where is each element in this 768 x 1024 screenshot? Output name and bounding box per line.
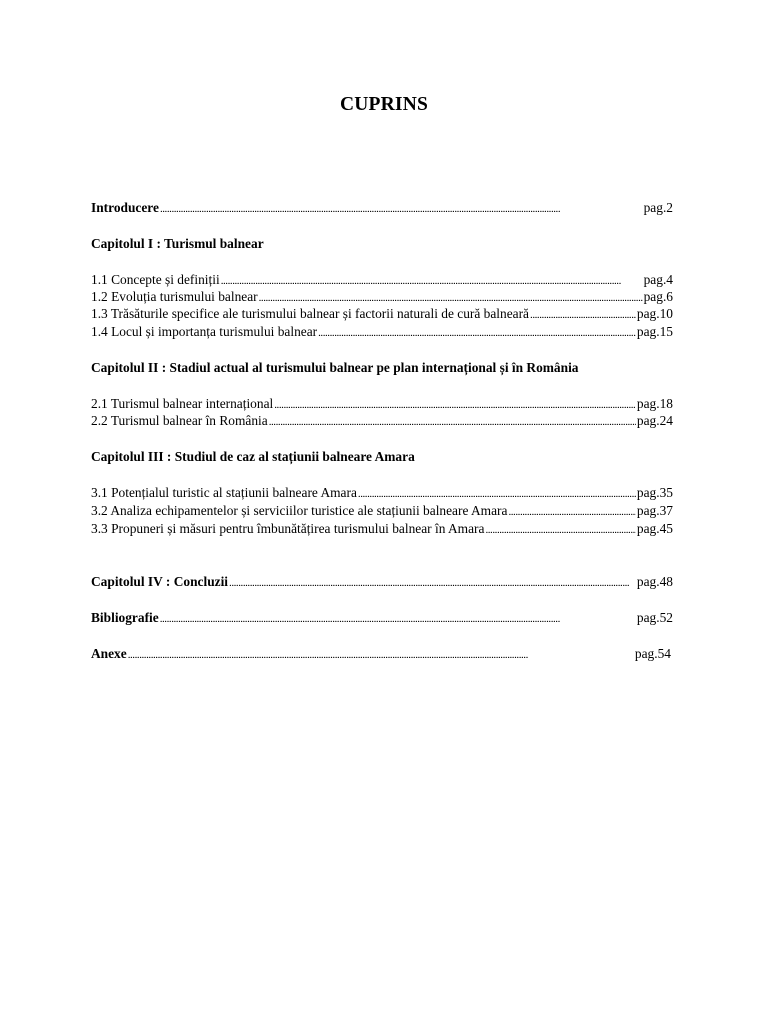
toc-entry-label: 2.1 Turismul balnear internațional: [91, 396, 274, 411]
toc-page-number: pag.37: [636, 503, 673, 518]
toc-page-number: pag.35: [636, 485, 673, 500]
chapter-3-heading: Capitolul III : Studiul de caz al stațiunii balneare Amara: [91, 449, 415, 464]
toc-entry-3-3: [91, 520, 673, 537]
toc-entry-label: 1.4 Locul și importanța turismului balnear: [91, 324, 318, 339]
toc-entry-chapter-4: [91, 573, 673, 590]
dot-leader: [358, 484, 636, 501]
toc-entry-label: 1.3 Trăsăturile specifice ale turismului balnear și factorii naturali de cură balneară: [91, 306, 530, 321]
toc-page-number: pag.10: [636, 306, 673, 321]
toc-page-number: pag.4: [643, 272, 673, 287]
toc-entry-label: Bibliografie: [91, 610, 159, 625]
dot-leader: [269, 412, 636, 429]
dot-leader: [128, 645, 634, 662]
toc-entry-label: 1.2 Evoluția turismului balnear: [91, 289, 258, 304]
toc-page-number: pag.45: [636, 521, 673, 536]
toc-entry-1-4: [91, 323, 673, 340]
dot-leader: [259, 288, 643, 305]
dot-leader: [221, 271, 643, 288]
toc-entry-introduction: [91, 199, 673, 216]
toc-entry-3-2: [91, 502, 673, 519]
dot-leader: [160, 199, 643, 216]
toc-entry-bibliography: [91, 609, 673, 626]
toc-page-number: pag.54: [634, 646, 671, 661]
toc-entry-2-1: [91, 395, 673, 412]
page-title: CUPRINS: [339, 94, 429, 115]
toc-entry-label: 3.3 Propuneri și măsuri pentru îmbunătățirea turismului balnear în Amara: [91, 521, 485, 536]
dot-leader: [274, 395, 636, 412]
toc-entry-label: Introducere: [91, 200, 159, 215]
toc-entry-label: 3.1 Potențialul turistic al stațiunii balneare Amara: [91, 485, 357, 500]
dot-leader: [485, 520, 635, 537]
chapter-1-heading: Capitolul I : Turismul balnear: [91, 236, 264, 251]
toc-page-number: pag.2: [643, 200, 673, 215]
toc-page-number: pag.24: [636, 413, 673, 428]
toc-page-number: pag.6: [643, 289, 673, 304]
dot-leader: [229, 573, 636, 590]
chapter-2-heading: Capitolul II : Stadiul actual al turismului balnear pe plan internațional și în România: [91, 360, 579, 375]
toc-entry-3-1: [91, 484, 673, 501]
toc-entry-1-3: [91, 305, 673, 322]
toc-entry-label: 3.2 Analiza echipamentelor și serviciilor turistice ale stațiunii balneare Amara: [91, 503, 508, 518]
toc-entry-2-2: [91, 412, 673, 429]
toc-entry-1-1: [91, 271, 673, 288]
toc-entry-annexes: [91, 645, 671, 662]
toc-entry-label: 2.2 Turismul balnear în România: [91, 413, 268, 428]
dot-leader: [318, 323, 636, 340]
toc-entry-label: Anexe: [91, 646, 127, 661]
dot-leader: [530, 305, 636, 322]
dot-leader: [508, 502, 635, 519]
toc-entry-label: Capitolul IV : Concluzii: [91, 574, 229, 589]
toc-entry-label: 1.1 Concepte și definiții: [91, 272, 220, 287]
toc-page-number: pag.15: [636, 324, 673, 339]
dot-leader: [160, 609, 636, 626]
toc-page-number: pag.52: [636, 610, 673, 625]
toc-page-number: pag.18: [636, 396, 673, 411]
toc-entry-1-2: [91, 288, 673, 305]
toc-page-number: pag.48: [636, 574, 673, 589]
